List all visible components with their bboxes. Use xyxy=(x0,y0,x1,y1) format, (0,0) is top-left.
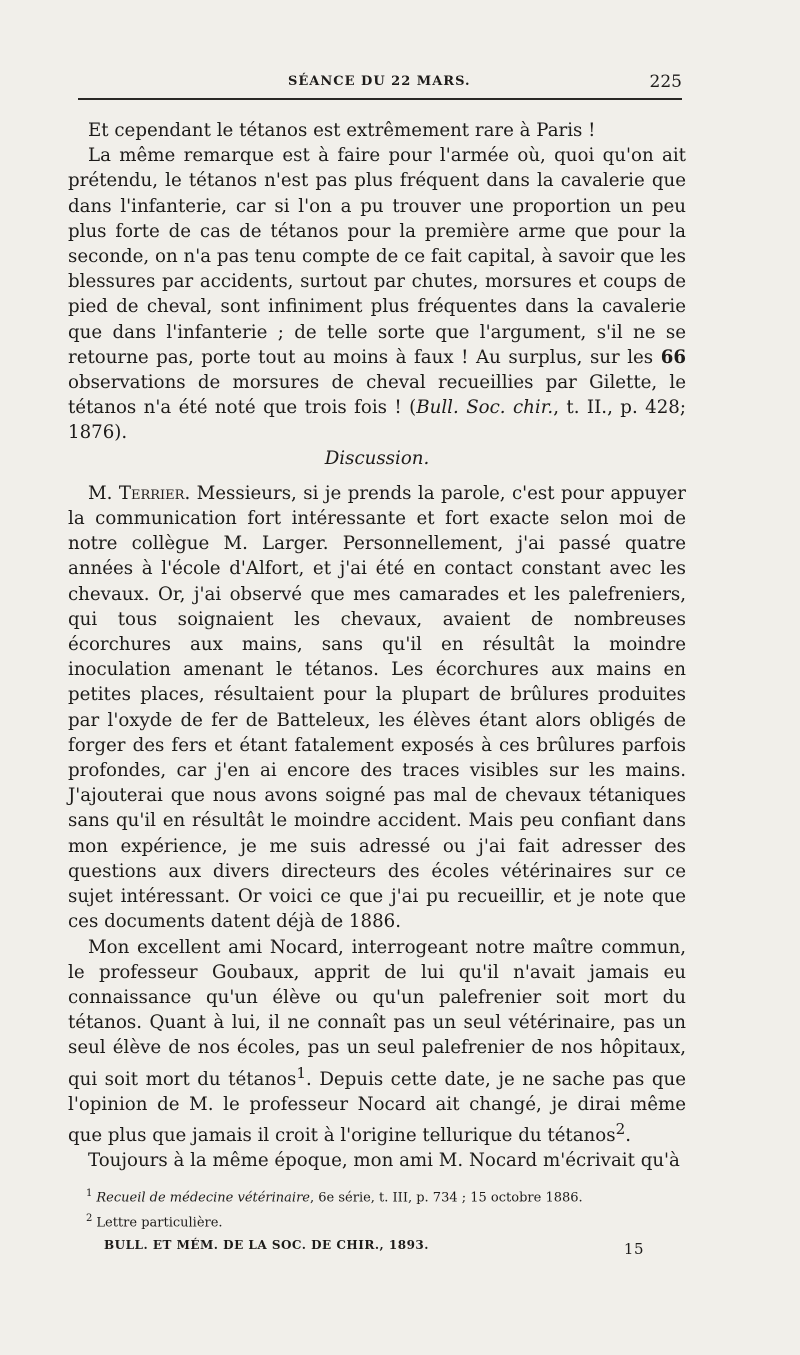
footnote-mark: 2 xyxy=(86,1213,93,1225)
paragraph xyxy=(68,935,686,1149)
speaker-name: M. Terrier. xyxy=(88,482,191,504)
paragraph-text: , t. II., p. 428; 1876). xyxy=(68,397,686,444)
paragraph-text: Mon excellent ami Nocard, interrogeant notre maître commun, le professeur Goubaux, apprit de lui qu'il n'avait jamais eu connaissance qu'un élève ou qu'un palefrenier soit mort du tétanos. Quant à lui, il ne connaît pas un seul vétérinaire, pas un seul élève de nos écoles, pas un seul palefrenier de nos hôpitaux, qui soit mort du tétanos xyxy=(68,936,686,1090)
paragraph xyxy=(68,143,686,445)
running-header xyxy=(78,68,682,100)
citation-title: Bull. Soc. chir. xyxy=(416,397,554,419)
footnote-text: , 6e série, t. III, p. 734 ; 15 octobre 1886. xyxy=(310,1190,583,1206)
footnote xyxy=(86,1183,686,1208)
signature-mark: 15 xyxy=(623,1240,644,1258)
paragraph-text: . Depuis cette date, je ne sache pas que l'opinion de M. le professeur Nocard ait changé, je dirai même que plus que jamais il croit à l'origine tellurique du tétanos xyxy=(68,1068,687,1147)
paragraph xyxy=(68,481,686,935)
footnote xyxy=(86,1208,686,1233)
footer-text: BULL. ET MÉM. DE LA SOC. DE CHIR., 1893. xyxy=(104,1238,429,1252)
footnote-mark: 1 xyxy=(86,1188,93,1199)
paragraph-text: Messieurs, si je prends la parole, c'est pour appuyer la communication fort intéressante et fort exacte selon moi de notre collègue M. Larger. Personnellement, j'ai passé quatre années à l'école d'Alfort, et j'ai été en contact constant avec les chevaux. Or, j'ai observé que mes camarades et les palefreniers, qui tous soignaient les chevaux, avaient de nombreuses écorchures aux mains, sans qu'il en résultât la moindre inoculation amenant le tétanos. Les écorchures aux mains en petites places, résultaient pour la plupart de brûlures produites par l'oxyde de fer de Batteleux, les élèves étant alors obligés de forger des fers et étant fatalement exposés à ces brûlures parfois profondes, car j'en ai encore des traces visibles sur les mains. J'ajouterai que nous avons soigné pas mal de chevaux tétaniques sans qu'il en résultât le moindre accident. Mais peu confiant dans mon expérience, je me suis adressé ou j'ai fait adresser des questions aux divers directeurs des écoles vétérinaires sur ce sujet intéressant. Or voici ce que j'ai pu recueillir, et je note que ces documents datent déjà de 1886. xyxy=(68,482,686,933)
footnote-ref: 1 xyxy=(296,1063,307,1082)
observation-count: 66 xyxy=(660,346,686,368)
paragraph-text: . xyxy=(625,1125,632,1147)
page-footer xyxy=(104,1238,644,1258)
paragraph: Toujours à la même époque, mon ami M. Nocard m'écrivait qu'à xyxy=(88,1150,680,1172)
footnote-italic: Recueil de médecine vétérinaire xyxy=(96,1190,310,1206)
header-title: SÉANCE DU 22 MARS. xyxy=(288,74,471,89)
footnote-ref: 2 xyxy=(615,1119,626,1138)
page-number: 225 xyxy=(649,72,682,92)
section-heading: Discussion. xyxy=(324,447,430,469)
footnote-text: Lettre particulière. xyxy=(96,1215,223,1231)
paragraph-text: observations de morsures de cheval recueillies par Gilette, le tétanos n'a été noté que trois fois ! ( xyxy=(68,372,686,419)
body-text xyxy=(68,118,686,1173)
footnotes xyxy=(86,1183,686,1234)
paragraph: Et cependant le tétanos est extrêmement rare à Paris ! xyxy=(88,120,596,141)
paragraph-text: La même remarque est à faire pour l'armée où, quoi qu'on ait prétendu, le tétanos n'est pas plus fréquent dans la cavalerie que dans l'infanterie, car si l'on a pu trouver une proportion un peu plus forte de cas de tétanos pour la première arme que pour la seconde, on n'a pas tenu compte de ce fait capital, à savoir que les blessures par accidents, surtout par chutes, morsures et coups de pied de cheval, sont infiniment plus fréquentes dans la cavalerie que dans l'infanterie ; de telle sorte que l'argument, s'il ne se retourne pas, porte tout au moins à faux ! Au surplus, sur les xyxy=(68,145,686,368)
